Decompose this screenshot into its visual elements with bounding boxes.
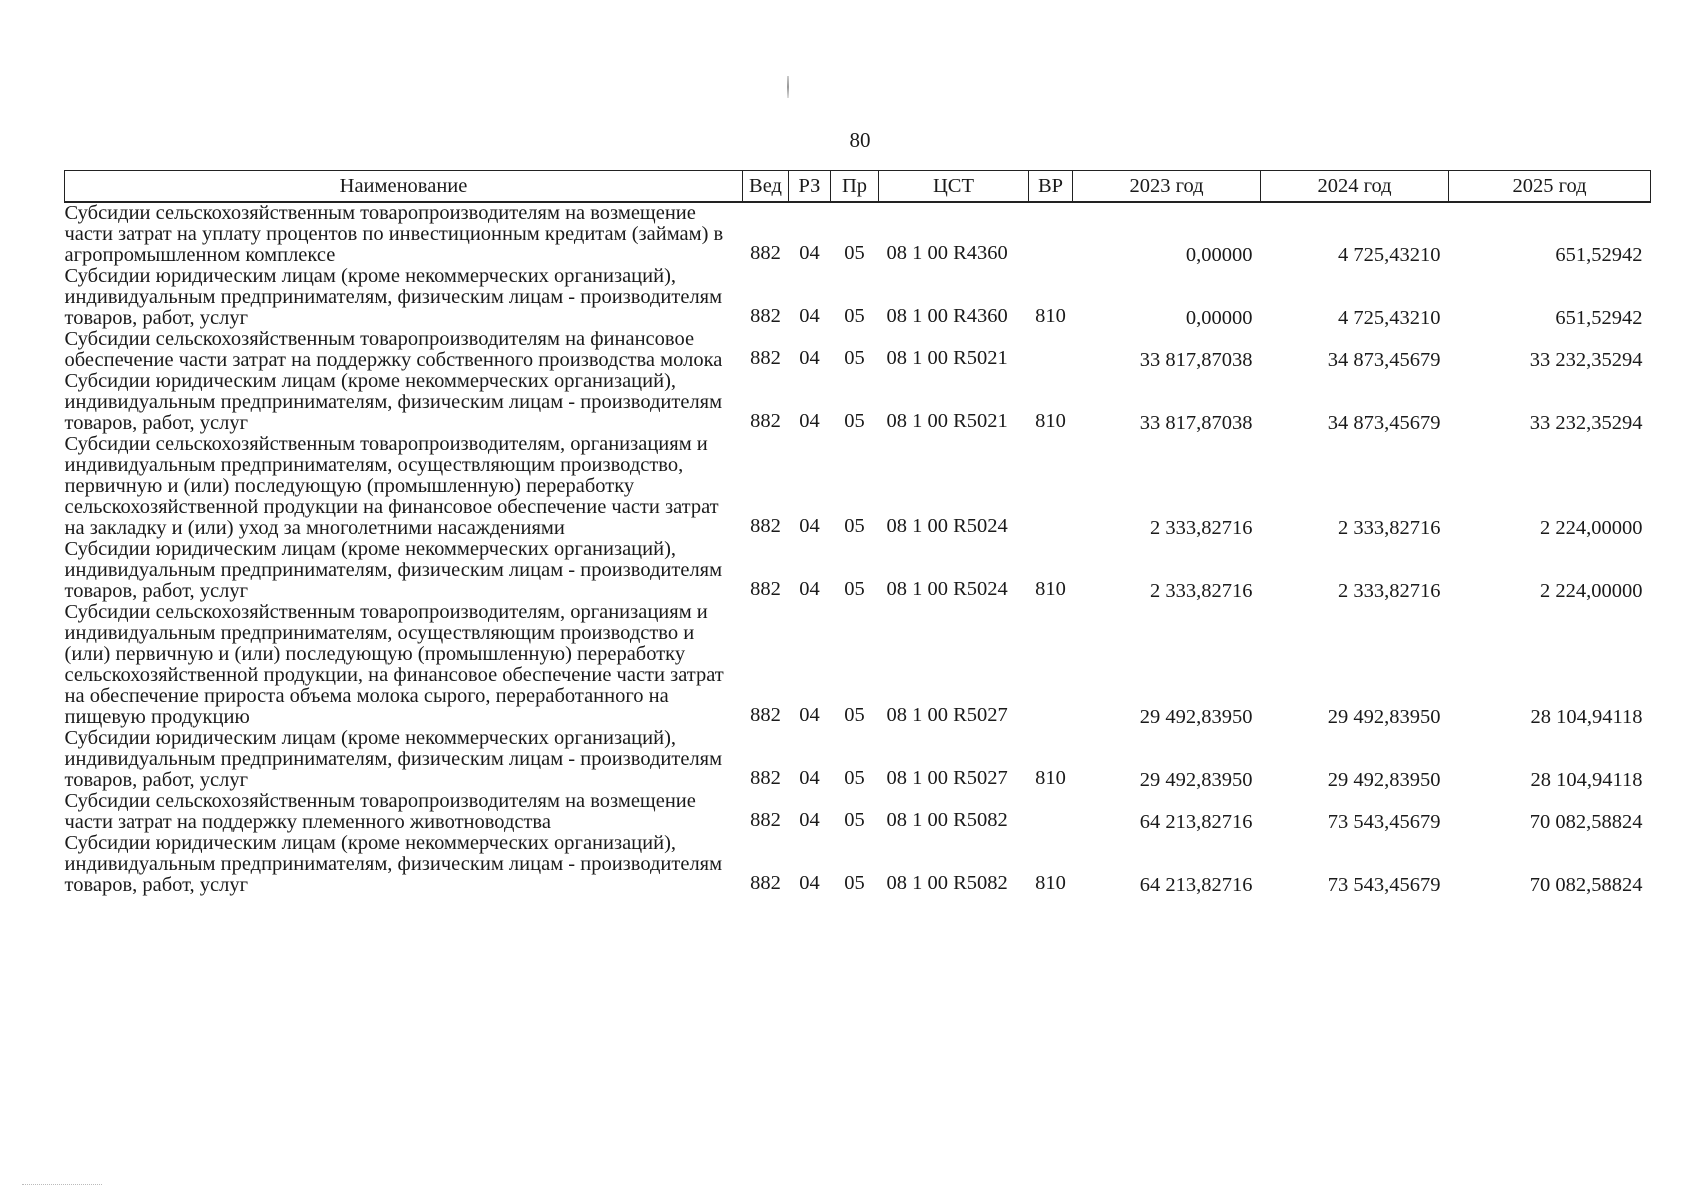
row-amount-2024: 29 492,83950: [1327, 706, 1441, 728]
row-amount-2025: 651,52942: [1555, 244, 1643, 266]
header-2025: 2025 год: [1449, 171, 1651, 203]
row-amount-2025: 28 104,94118: [1530, 706, 1643, 728]
row-amount-2024: 4 725,43210: [1338, 307, 1441, 329]
row-amount-2023: 0,00000: [1185, 244, 1253, 266]
row-amount-2024: 29 492,83950: [1327, 769, 1441, 791]
row-rz: 04: [799, 410, 820, 432]
header-rz: РЗ: [789, 171, 831, 203]
row-amount-2024: 4 725,43210: [1338, 244, 1441, 266]
row-amount-2023: 0,00000: [1185, 307, 1253, 329]
table-body: [65, 202, 1651, 896]
row-amount-2025: 70 082,58824: [1529, 874, 1643, 896]
row-name: Субсидии юридическим лицам (кроме некоммерческих организаций), индивидуальным предпринимателям, физическим лицам - производителям товаров, работ, услуг: [64, 727, 723, 791]
header-ved: Вед: [743, 171, 789, 203]
row-ved: 882: [750, 872, 781, 894]
row-name: Субсидии сельскохозяйственным товаропроизводителям на финансовое обеспечение части затрат на поддержку собственного производства молока: [64, 328, 723, 371]
row-amount-2024: 34 873,45679: [1327, 412, 1441, 434]
row-cst: 08 1 00 R5027: [886, 704, 1008, 726]
row-ved: 882: [750, 305, 781, 327]
scan-artifact-dots: [22, 1184, 102, 1186]
row-pr: 05: [844, 410, 865, 432]
row-name: Субсидии сельскохозяйственным товаропроизводителям на возмещение части затрат на уплату процентов по инвестиционным кредитам (займам) в агропромышленном комплексе: [64, 202, 724, 266]
row-amount-2025: 2 224,00000: [1540, 580, 1643, 602]
row-pr: 05: [844, 347, 865, 369]
row-vr: [1029, 791, 1073, 833]
row-ved: 882: [750, 347, 781, 369]
page-number: 80: [849, 128, 871, 152]
header-2024: 2024 год: [1261, 171, 1449, 203]
header-pr: Пр: [831, 171, 879, 203]
row-rz: 04: [799, 809, 820, 831]
budget-table: [64, 170, 1651, 896]
row-rz: 04: [799, 347, 820, 369]
row-ved: 882: [750, 242, 781, 264]
row-amount-2025: 33 232,35294: [1529, 349, 1643, 371]
table-row: [65, 602, 1651, 728]
row-amount-2025: 28 104,94118: [1530, 769, 1643, 791]
table-header-row: [65, 171, 1651, 203]
table-row: [65, 329, 1651, 371]
row-pr: 05: [844, 872, 865, 894]
header-cst: ЦСТ: [879, 171, 1029, 203]
row-vr: 810: [1035, 410, 1066, 432]
row-pr: 05: [844, 242, 865, 264]
row-amount-2024: 2 333,82716: [1338, 580, 1441, 602]
row-cst: 08 1 00 R5021: [886, 410, 1008, 432]
table-row: [65, 791, 1651, 833]
row-rz: 04: [799, 872, 820, 894]
row-pr: 05: [844, 767, 865, 789]
row-pr: 05: [844, 305, 865, 327]
header-name: Наименование: [65, 171, 743, 203]
header-vr: ВР: [1029, 171, 1073, 203]
row-amount-2024: 34 873,45679: [1327, 349, 1441, 371]
row-vr: 810: [1035, 305, 1066, 327]
row-amount-2023: 64 213,82716: [1139, 874, 1253, 896]
row-cst: 08 1 00 R5021: [886, 347, 1008, 369]
row-amount-2025: 651,52942: [1555, 307, 1643, 329]
row-cst: 08 1 00 R5027: [886, 767, 1008, 789]
table-row: [65, 728, 1651, 791]
row-vr: [1029, 202, 1073, 266]
row-cst: 08 1 00 R5082: [886, 809, 1008, 831]
row-rz: 04: [799, 305, 820, 327]
row-amount-2024: 73 543,45679: [1327, 811, 1441, 833]
row-vr: 810: [1035, 872, 1066, 894]
row-amount-2023: 33 817,87038: [1139, 412, 1253, 434]
row-pr: 05: [844, 578, 865, 600]
row-amount-2025: 2 224,00000: [1540, 517, 1643, 539]
row-name: Субсидии сельскохозяйственным товаропроизводителям, организациям и индивидуальным предпринимателям, осуществляющим производство, первичную и (или) последующую (промышленную) переработку сельскохозяйственной продукции на финансовое обеспечение части затрат на закладку и (или) уход за многолетними насаждениями: [64, 433, 719, 539]
row-ved: 882: [750, 410, 781, 432]
row-name: Субсидии юридическим лицам (кроме некоммерческих организаций), индивидуальным предпринимателям, физическим лицам - производителям товаров, работ, услуг: [64, 832, 723, 896]
row-name: Субсидии юридическим лицам (кроме некоммерческих организаций), индивидуальным предпринимателям, физическим лицам - производителям товаров, работ, услуг: [64, 265, 723, 329]
row-rz: 04: [799, 578, 820, 600]
row-ved: 882: [750, 515, 781, 537]
row-cst: 08 1 00 R4360: [886, 305, 1008, 327]
scan-artifact-mark: [787, 76, 789, 98]
row-cst: 08 1 00 R4360: [886, 242, 1008, 264]
row-pr: 05: [844, 809, 865, 831]
row-pr: 05: [844, 515, 865, 537]
row-amount-2025: 33 232,35294: [1529, 412, 1643, 434]
row-pr: 05: [844, 704, 865, 726]
row-name: Субсидии юридическим лицам (кроме некоммерческих организаций), индивидуальным предпринимателям, физическим лицам - производителям товаров, работ, услуг: [64, 370, 723, 434]
row-amount-2024: 2 333,82716: [1338, 517, 1441, 539]
row-amount-2023: 33 817,87038: [1139, 349, 1253, 371]
row-amount-2023: 2 333,82716: [1150, 580, 1253, 602]
row-amount-2023: 64 213,82716: [1139, 811, 1253, 833]
row-rz: 04: [799, 515, 820, 537]
table-row: [65, 371, 1651, 434]
row-vr: [1029, 434, 1073, 539]
table-row: [65, 434, 1651, 539]
row-amount-2025: 70 082,58824: [1529, 811, 1643, 833]
row-rz: 04: [799, 242, 820, 264]
table-row: [65, 539, 1651, 602]
row-ved: 882: [750, 809, 781, 831]
row-rz: 04: [799, 704, 820, 726]
row-amount-2023: 29 492,83950: [1139, 769, 1253, 791]
table-row: [65, 833, 1651, 896]
row-cst: 08 1 00 R5024: [886, 515, 1008, 537]
row-vr: [1029, 329, 1073, 371]
row-vr: 810: [1035, 578, 1066, 600]
header-2023: 2023 год: [1073, 171, 1261, 203]
row-amount-2023: 29 492,83950: [1139, 706, 1253, 728]
row-cst: 08 1 00 R5024: [886, 578, 1008, 600]
row-ved: 882: [750, 767, 781, 789]
table-row: [65, 202, 1651, 266]
row-amount-2023: 2 333,82716: [1150, 517, 1253, 539]
row-rz: 04: [799, 767, 820, 789]
row-name: Субсидии сельскохозяйственным товаропроизводителям, организациям и индивидуальным предпринимателям, осуществляющим производство и (или) первичную и (или) последующую (промышленную) переработку сельскохозяйственной продукции, на финансовое обеспечение части затрат на обеспечение прироста объема молока сырого, переработанного на пищевую продукцию: [64, 601, 724, 728]
row-name: Субсидии юридическим лицам (кроме некоммерческих организаций), индивидуальным предпринимателям, физическим лицам - производителям товаров, работ, услуг: [64, 538, 723, 602]
row-name: Субсидии сельскохозяйственным товаропроизводителям на возмещение части затрат на поддержку племенного животноводства: [64, 790, 696, 833]
row-ved: 882: [750, 704, 781, 726]
row-vr: 810: [1035, 767, 1066, 789]
row-amount-2024: 73 543,45679: [1327, 874, 1441, 896]
row-vr: [1029, 602, 1073, 728]
table-row: [65, 266, 1651, 329]
row-ved: 882: [750, 578, 781, 600]
row-cst: 08 1 00 R5082: [886, 872, 1008, 894]
